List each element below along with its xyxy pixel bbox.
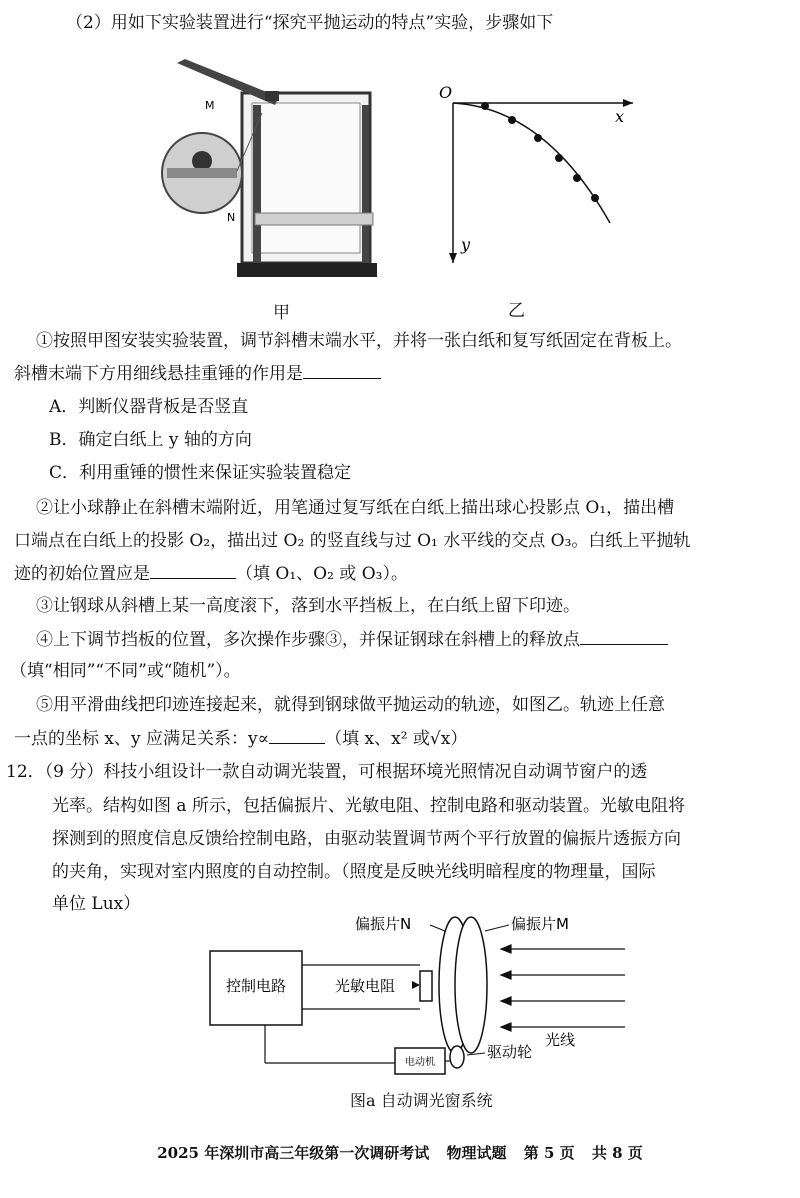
q12-line1: 12．（9 分）科技小组设计一款自动调光装置，可根据环境光照情况自动调节窗户的透 bbox=[6, 762, 648, 782]
step1-line2: 斜槽末端下方用细线悬挂重锤的作用是 bbox=[14, 362, 381, 385]
y-axis-label: y bbox=[461, 235, 471, 254]
drive-wheel bbox=[450, 1046, 464, 1068]
motor-label: 电动机 bbox=[405, 1057, 435, 1068]
step5-line1: ⑤用平滑曲线把印迹连接起来，就得到钢球做平抛运动的轨迹，如图乙。轨迹上任意 bbox=[36, 695, 665, 715]
dimming-system-diagram bbox=[205, 905, 645, 1085]
step2-line2: 口端点在白纸上的投影 O₂，描出过 O₂ 的竖直线与过 O₁ 水平线的交点 O₃。白纸上平抛轨 bbox=[14, 531, 691, 551]
control-circuit-label: 控制电路 bbox=[225, 977, 287, 995]
trace-point bbox=[591, 194, 599, 202]
q12-line4: 的夹角，实现对室内照度的自动控制。（照度是反映光线明暗程度的物理量，国际 bbox=[52, 862, 656, 882]
origin-label: O bbox=[439, 83, 453, 102]
trace-point bbox=[534, 134, 542, 142]
polarizer-n-label: 偏振片N bbox=[355, 915, 412, 933]
trace-point bbox=[573, 174, 581, 182]
q12-line3: 探测到的照度信息反馈给控制电路，由驱动装置调节两个平行放置的偏振片透振方向 bbox=[52, 829, 681, 849]
trajectory-figure bbox=[425, 78, 645, 278]
q12-line5: 单位 Lux） bbox=[52, 894, 141, 914]
page-footer bbox=[0, 1142, 800, 1163]
step4-line2: （填“相同”“不同”或“随机”）。 bbox=[10, 661, 241, 681]
answer-blank-4[interactable] bbox=[269, 727, 325, 744]
trace-point bbox=[508, 116, 516, 124]
footer-subject: 物理试题 bbox=[446, 1144, 507, 1162]
step1-line1: ①按照甲图安装实验装置，调节斜槽末端水平，并将一张白纸和复写纸固定在背板上。 bbox=[36, 331, 682, 351]
footer-exam: 2025 年深圳市高三年级第一次调研考试 bbox=[157, 1144, 430, 1162]
step2-line3: 迹的初始位置应是 （填 O₁、O₂ 或 O₃）。 bbox=[14, 564, 408, 584]
answer-blank-3[interactable] bbox=[580, 628, 668, 645]
option-b: B．确定白纸上 y 轴的方向 bbox=[49, 430, 252, 450]
apparatus-photo bbox=[157, 53, 407, 293]
option-a: A．判断仪器背板是否竖直 bbox=[49, 397, 249, 417]
polarizer-m bbox=[455, 917, 487, 1053]
footer-page: 第 5 页 bbox=[523, 1144, 575, 1162]
polarizer-m-label: 偏振片M bbox=[511, 915, 569, 933]
question-intro: （2）用如下实验装置进行“探究平抛运动的特点”实验，步骤如下 bbox=[66, 13, 554, 33]
photoresistor-element bbox=[420, 971, 432, 1001]
trace-point bbox=[555, 154, 563, 162]
trace-point bbox=[481, 102, 489, 110]
figure-a-caption: 图a 自动调光窗系统 bbox=[350, 1091, 493, 1110]
step4-line1: ④上下调节挡板的位置，多次操作步骤③，并保证钢球在斜槽上的释放点 bbox=[36, 628, 668, 651]
answer-blank-1[interactable] bbox=[303, 362, 381, 379]
figure-yi-caption: 乙 bbox=[508, 301, 525, 321]
photoresistor-label: 光敏电阻 bbox=[334, 977, 396, 995]
light-label: 光线 bbox=[545, 1031, 576, 1049]
x-axis-label: x bbox=[615, 107, 625, 126]
photo-label-n: N bbox=[227, 211, 236, 224]
figure-jia-caption: 甲 bbox=[273, 303, 290, 323]
answer-blank-2[interactable] bbox=[150, 562, 236, 579]
option-c: C．利用重锤的惯性来保证实验装置稳定 bbox=[49, 463, 352, 483]
footer-total: 共 8 页 bbox=[591, 1144, 643, 1162]
step5-line2: 一点的坐标 x、y 应满足关系：y∝ （填 x、x² 或√x） bbox=[14, 729, 468, 749]
drive-wheel-label: 驱动轮 bbox=[487, 1043, 533, 1061]
step2-line1: ②让小球静止在斜槽末端附近，用笔通过复写纸在白纸上描出球心投影点 O₁，描出槽 bbox=[36, 498, 675, 518]
photo-label-m: M bbox=[205, 99, 215, 112]
step3: ③让钢球从斜槽上某一高度滚下，落到水平挡板上，在白纸上留下印迹。 bbox=[36, 596, 580, 616]
q12-line2: 光率。结构如图 a 所示，包括偏振片、光敏电阻、控制电路和驱动装置。光敏电阻将 bbox=[52, 796, 685, 816]
